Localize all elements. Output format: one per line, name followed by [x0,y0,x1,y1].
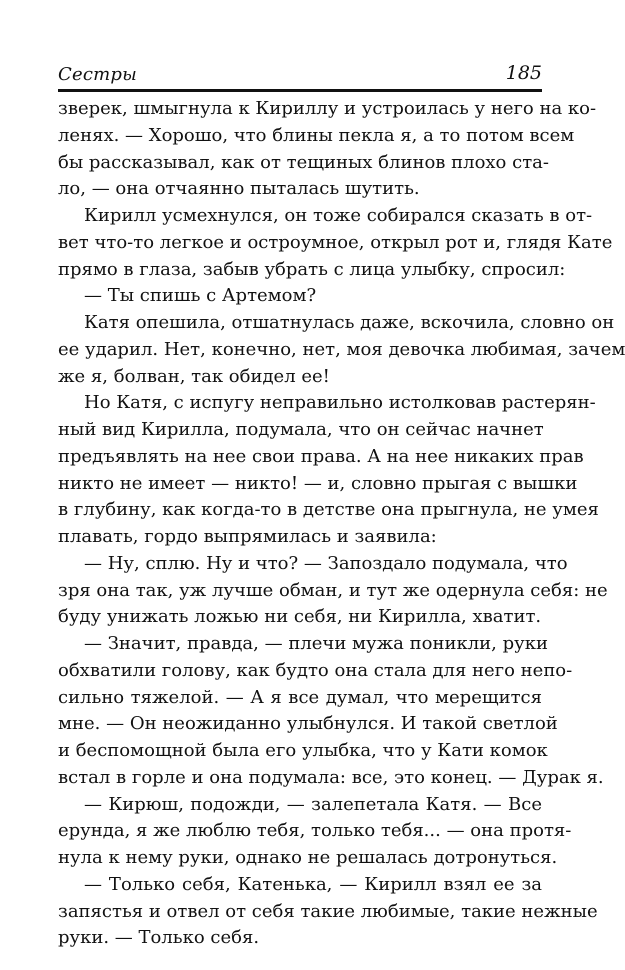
text-line: буду унижать ложью ни себя, ни Кирилла, хватит. [58,606,542,628]
text-line: — Значит, правда, — плечи мужа поникли, руки [84,633,548,654]
text-line: зверек, шмыгнула к Кириллу и устроилась у него на ко- [58,98,597,119]
text-line: запястья и отвел от себя такие любимые, такие нежные [58,900,598,922]
text-line: же я, болван, так обидел ее! [58,365,330,387]
text-line: Но Катя, с испугу неправильно истолковав растерян- [84,392,596,414]
text-line: ее ударил. Нет, конечно, нет, моя девочка любимая, зачем [58,338,625,360]
text-line: плавать, гордо выпрямилась и заявила: [58,526,437,547]
text-line: встал в горле и она подумала: все, это конец. — Дурак я. [58,766,604,788]
text-line: Кирилл усмехнулся, он тоже собирался сказать в от- [84,205,593,226]
text-line: нула к нему руки, однако не решалась дотронуться. [58,847,558,868]
header-rule [58,89,542,92]
text-line: зря она так, уж лучше обман, и тут же одернула себя: не [58,579,608,601]
text-line: и беспомощной была его улыбка, что у Кати комок [58,740,548,761]
text-line: — Кирюш, подожди, — залепетала Катя. — Все [84,793,542,815]
text-line: вет что-то легкое и остроумное, открыл рот и, глядя Кате [58,231,613,253]
text-line: — Только себя, Катенька, — Кирилл взял ее за [84,873,542,895]
text-line: мне. — Он неожиданно улыбнулся. И такой светлой [58,713,558,735]
text-line: ный вид Кирилла, подумала, что он сейчас начнет [58,419,544,440]
text-line: обхватили голову, как будто она стала для него непо- [58,659,573,681]
text-line: руки. — Только себя. [58,927,260,949]
page-header [58,62,542,90]
body-text [58,96,625,952]
text-line: бы рассказывал, как от тещиных блинов плохо ста- [58,151,549,173]
text-line: ерунда, я же люблю тебя, только тебя... — она протя- [58,820,572,842]
text-line: ло, — она отчаянно пыталась шутить. [58,178,420,200]
page-number: 185 [505,62,542,84]
text-line: ленях. — Хорошо, что блины пекла я, а то потом всем [58,124,575,146]
text-line: никто не имеет — никто! — и, словно прыгая с вышки [58,472,578,494]
text-line: — Ну, сплю. Ну и что? — Запоздало подумала, что [84,552,568,574]
text-line: прямо в глаза, забыв убрать с лица улыбку, спросил: [58,258,566,280]
text-line: сильно тяжелой. — А я все думал, что мерещится [58,686,542,708]
text-line: предъявлять на нее свои права. А на нее никаких прав [58,445,584,467]
text-line: Катя опешила, отшатнулась даже, вскочила, словно он [84,312,615,333]
text-line: — Ты спишь с Артемом? [84,285,317,307]
running-title: Сестры [58,64,137,85]
text-line: в глубину, как когда-то в детстве она прыгнула, не умея [58,499,599,521]
